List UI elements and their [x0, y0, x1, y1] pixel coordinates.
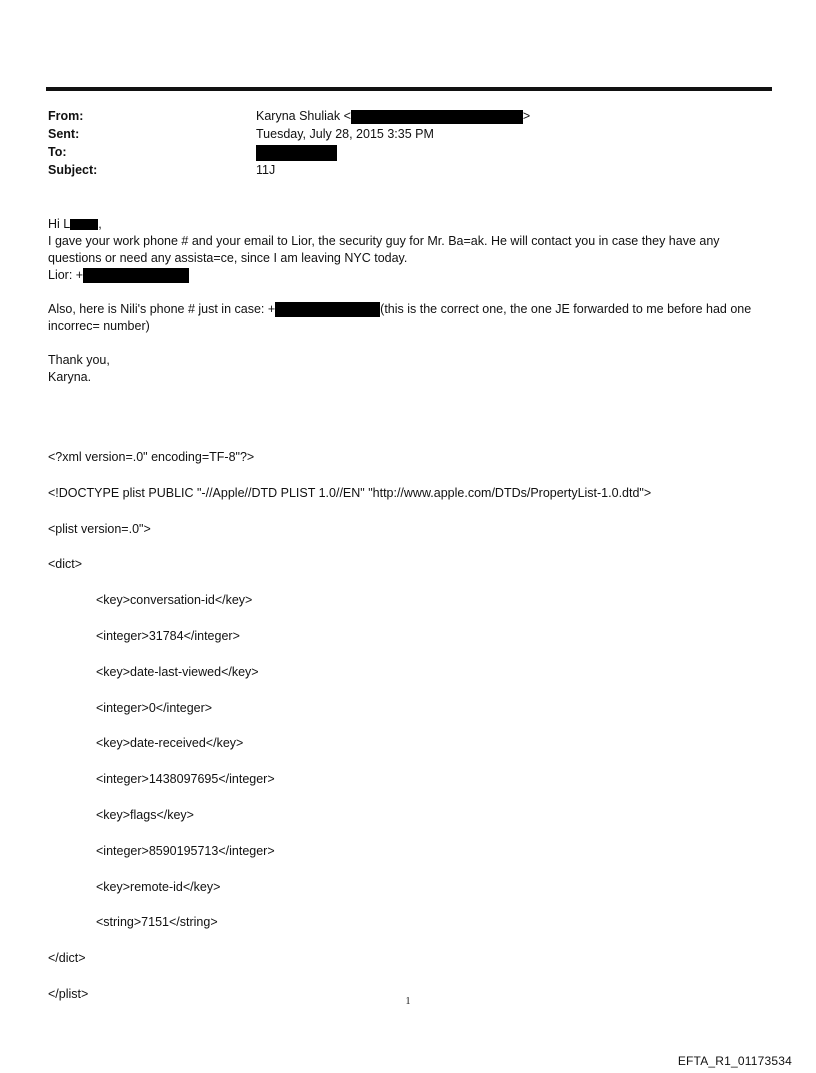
xml-line: <key>date-last-viewed</key> [96, 664, 259, 679]
lior-label: Lior: + [48, 268, 84, 282]
from-close-bracket: > [522, 109, 531, 123]
lior-line [48, 267, 773, 284]
sent-value: Tuesday, July 28, 2015 3:35 PM [256, 127, 434, 141]
para2-prefix: Also, here is Nili's phone # just in case: + [48, 302, 276, 316]
closing: Thank you, [48, 353, 110, 367]
paragraph-2 [48, 301, 773, 335]
spacer [48, 335, 773, 352]
paragraph-1: I gave your work phone # and your email to Lior, the security guy for Mr. Ba=ak. He will contact you in case they have any questions or need any assista=ce, since I am leaving NYC today. [48, 234, 720, 265]
from-name: Karyna Shuliak [256, 109, 341, 123]
redacted-phone-nili [275, 302, 380, 317]
signature: Karyna. [48, 370, 92, 384]
xml-line: <key>conversation-id</key> [96, 593, 253, 608]
xml-line: <!DOCTYPE plist PUBLIC "-//Apple//DTD PLIST 1.0//EN" "http://www.apple.com/DTDs/PropertyList-1.0.dtd"> [48, 485, 652, 500]
greeting [48, 216, 773, 233]
redacted-phone-lior [83, 268, 189, 283]
xml-line: <integer>8590195713</integer> [96, 843, 275, 858]
xml-line: <string>7151</string> [96, 915, 218, 930]
document-id: EFTA_R1_01173534 [677, 1054, 792, 1068]
xml-line: <plist version=.0"> [48, 521, 151, 536]
greeting-prefix: Hi L [48, 217, 71, 231]
xml-line: <dict> [48, 557, 83, 572]
subject-value: 11J [256, 163, 276, 177]
sent-label: Sent: [48, 127, 80, 141]
xml-line: <?xml version=.0" encoding=TF-8"?> [48, 449, 255, 464]
redacted-name [70, 219, 98, 230]
xml-line: <key>flags</key> [96, 808, 194, 823]
para2-suffix: (this is the correct one, the one JE forwarded to me before had one incorrec= number) [48, 302, 752, 333]
xml-line: </dict> [48, 951, 86, 966]
from-value [256, 108, 530, 125]
xml-plist-block [48, 431, 651, 1022]
redacted-recipient [256, 145, 337, 161]
redacted-email [351, 110, 523, 124]
xml-line: <key>date-received</key> [96, 736, 244, 751]
xml-line: <integer>31784</integer> [96, 628, 240, 643]
xml-line: <integer>0</integer> [96, 700, 213, 715]
xml-line: <integer>1438097695</integer> [96, 772, 275, 787]
greeting-suffix: , [98, 217, 102, 231]
xml-line: <key>remote-id</key> [96, 879, 221, 894]
to-value [256, 144, 337, 161]
subject-label: Subject: [48, 163, 98, 177]
to-label: To: [48, 145, 67, 159]
spacer [48, 284, 773, 301]
xml-line: </plist> [48, 987, 89, 1002]
header-rule [46, 87, 772, 91]
from-open-bracket: < [343, 109, 351, 123]
page-number: 1 [405, 996, 411, 1007]
from-label: From: [48, 109, 84, 123]
email-body [48, 216, 773, 386]
